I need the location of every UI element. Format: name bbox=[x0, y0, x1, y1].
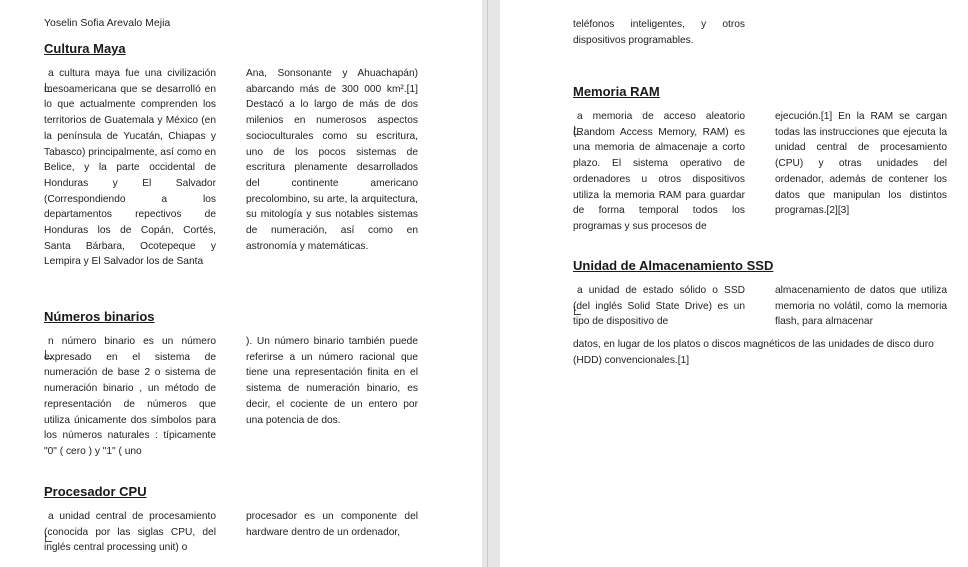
page-gap bbox=[482, 0, 500, 567]
heading-memoria-ram: Memoria RAM bbox=[573, 84, 660, 99]
document-page-right bbox=[500, 0, 968, 567]
ssd-column-1: a unidad de estado sólido o SSD (del inglés Solid State Drive) es un tipo de dispositivo de bbox=[573, 285, 745, 328]
maya-column-1: a cultura maya fue una civilización mesoamericana que se desarrolló en lo que actualmente comprenden los territorios de Guatemala y México (en la península de Yucatán, Chiapas y Tabasco) principalmente, así como en Belice, y la parte occidental de Honduras y El Salvador (Correspondiendo a los departamentos repectivos de Honduras los de Copán, Cortés, Santa Bárbara, Ocotepeque y Lempira y El Salvador los de Santa bbox=[44, 68, 216, 268]
cpu-column-1: a unidad central de procesamiento (conocida por las siglas CPU, del inglés central processing unit) o bbox=[44, 511, 216, 554]
cpu-column-2: procesador es un componente del hardware dentro de un ordenador, bbox=[246, 511, 418, 538]
ssd-full-width-paragraph: datos, en lugar de los platos o discos magnéticos de las unidades de disco duro (HDD) convencionales.[1] bbox=[573, 339, 934, 366]
binarios-column-1: n número binario es un número expresado en el sistema de numeración de base 2 o sistema de numeración binario , un método de representación de números que utiliza únicamente dos símbolos para los números naturales : típicamente "0" ( cero ) y "1" ( uno bbox=[44, 336, 216, 457]
cpu-continuation: teléfonos inteligentes, y otros dispositivos programables. bbox=[573, 19, 745, 46]
heading-unidad-ssd: Unidad de Almacenamiento SSD bbox=[573, 258, 774, 273]
maya-column-2: Ana, Sonsonante y Ahuachapán) abarcando más de 300 000 km².[1] Destacó a lo largo de más de dos milenios en numerosos aspectos socioculturales como su escritura, uno de los pocos sistemas de escritura plenamente desarrollados del continente americano precolombino, su arte, la arquitectura, su mitología y sus notables sistemas de numeración, así como en astronomía y matemáticas. bbox=[246, 68, 418, 252]
heading-cultura-maya: Cultura Maya bbox=[44, 41, 126, 56]
ram-column-2: ejecución.[1] En la RAM se cargan todas las instrucciones que ejecuta la unidad central de procesamiento (CPU) y otras unidades del ordenador, además de contener los datos que manipulan los distintos programas.[2][3] bbox=[775, 111, 947, 217]
ram-column-1: a memoria de acceso aleatorio (Random Access Memory, RAM) es una memoria de almacenaje a corto plazo. El sistema operativo de ordenadores u otros dispositivos utiliza la memoria RAM para guardar de forma temporal todos los programas y sus procesos de bbox=[573, 111, 745, 232]
heading-numeros-binarios: Números binarios bbox=[44, 309, 155, 324]
author-name: Yoselin Sofia Arevalo Mejia bbox=[44, 17, 171, 29]
heading-procesador-cpu: Procesador CPU bbox=[44, 484, 147, 499]
binarios-column-2: ). Un número binario también puede referirse a un número racional que tiene una representación finita en el sistema de numeración binario, es decir, el cociente de un entero por una potencia de dos. bbox=[246, 336, 418, 426]
document-page-left bbox=[0, 0, 482, 567]
ssd-column-2: almacenamiento de datos que utiliza memoria no volátil, como la memoria flash, para almacenar bbox=[775, 285, 947, 328]
